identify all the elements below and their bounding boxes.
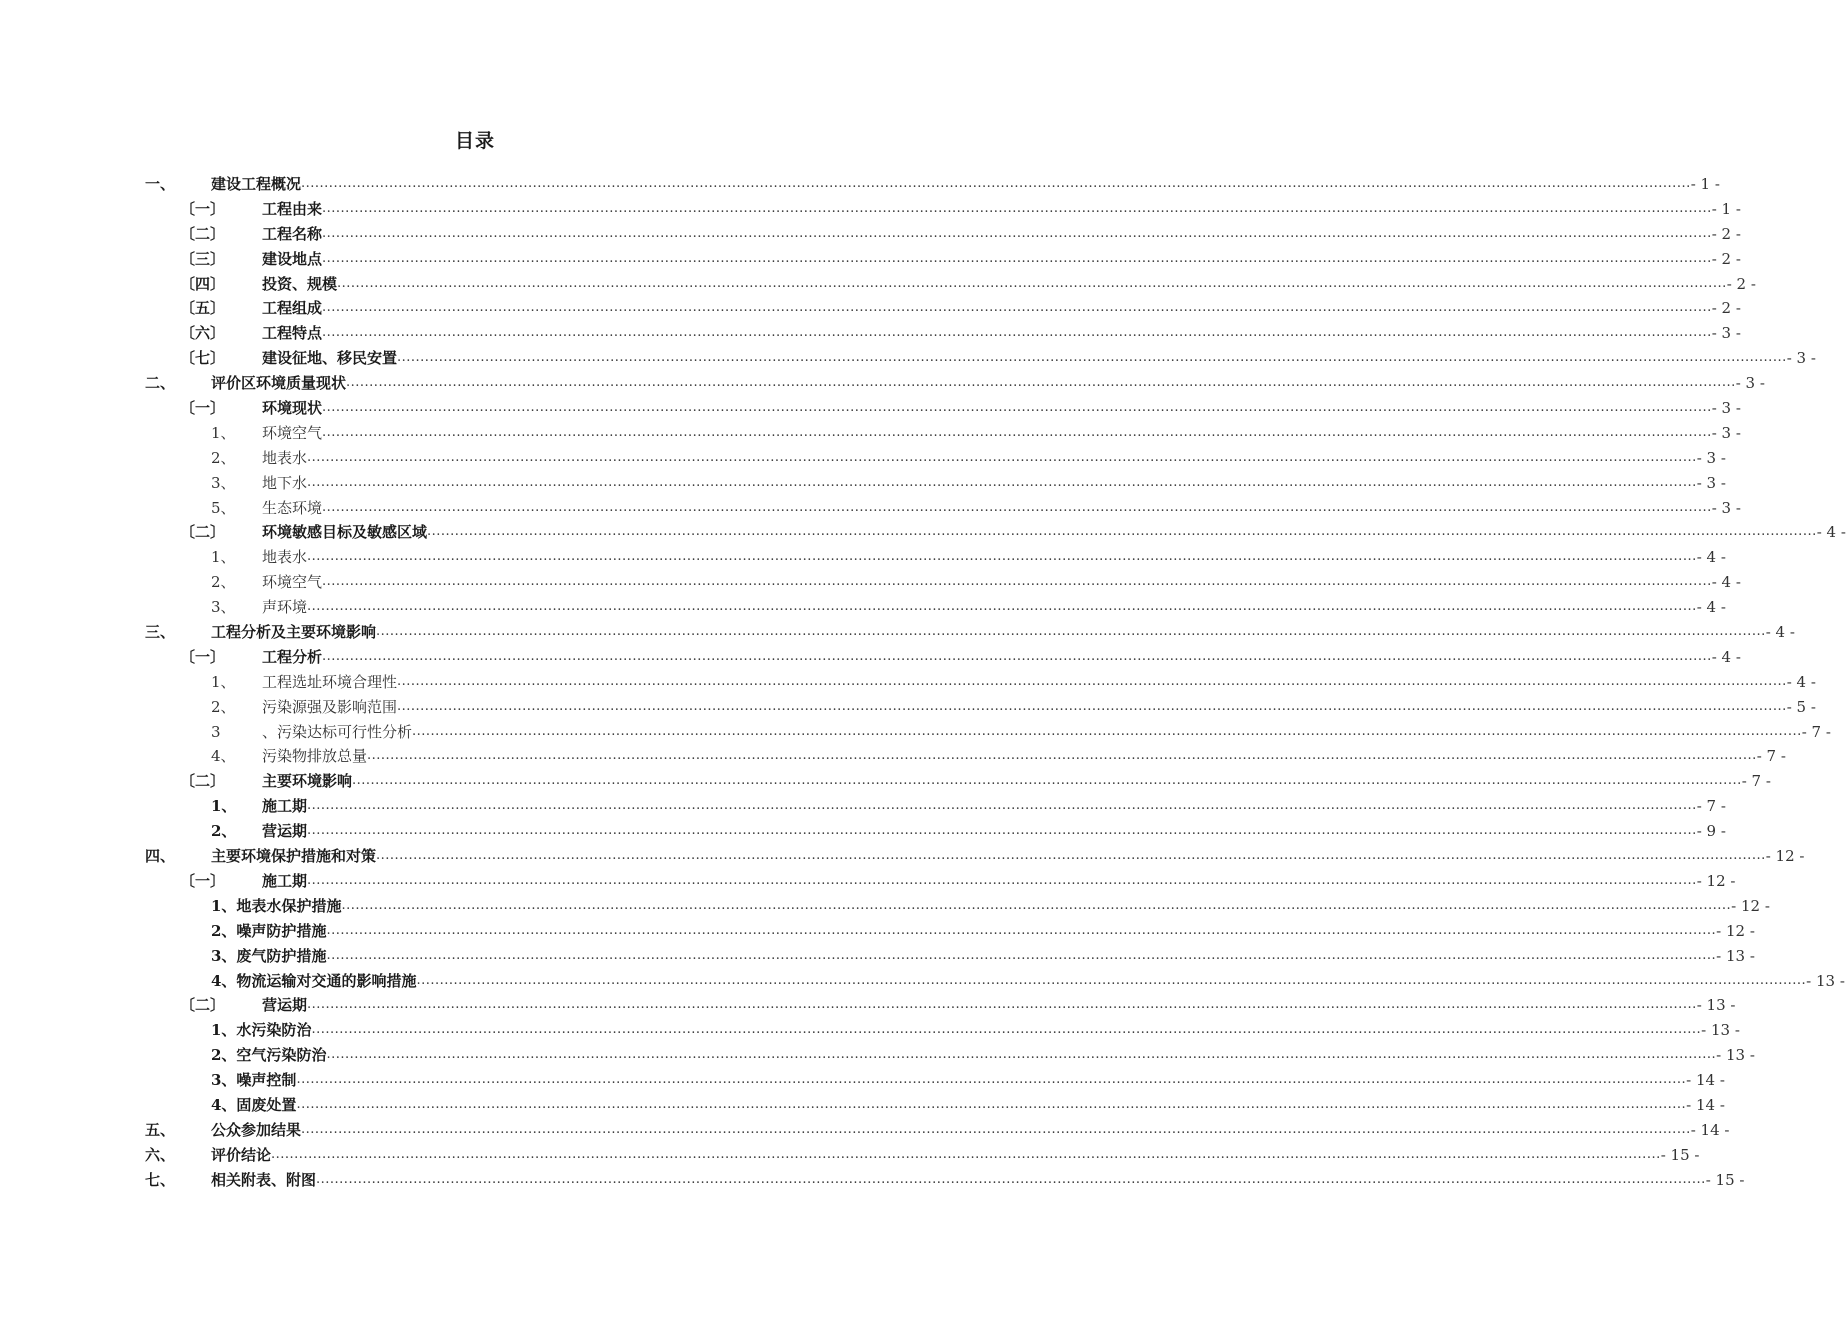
- toc-entry[interactable]: [0, 645, 1741, 670]
- toc-entry-title: 环境空气: [262, 423, 323, 442]
- toc-entry[interactable]: [0, 1143, 1700, 1168]
- toc-entry-page: - 3 -: [1711, 324, 1741, 343]
- toc-leader-dots: ............................................................................................................................................................................................................................................................................................................: [307, 872, 1697, 888]
- toc-entry-page: - 1 -: [1711, 199, 1741, 218]
- toc-leader-dots: ............................................................................................................................................................................................................................................................................................................: [322, 300, 1712, 316]
- toc-leader-dots: ............................................................................................................................................................................................................................................................................................................: [341, 897, 1732, 913]
- toc-entry-page: - 2 -: [1711, 224, 1741, 243]
- toc-leader-dots: ............................................................................................................................................................................................................................................................................................................: [311, 1022, 1702, 1038]
- toc-leader-dots: ............................................................................................................................................................................................................................................................................................................: [322, 499, 1712, 515]
- toc-entry-page: - 2 -: [1711, 249, 1741, 268]
- toc-entry-number: 三、: [145, 623, 176, 642]
- toc-entry-title: 工程特点: [262, 324, 323, 343]
- toc-entry-page: - 7 -: [1696, 797, 1726, 816]
- toc-entry-title: 环境空气: [262, 573, 323, 592]
- toc-entry[interactable]: [0, 296, 1741, 321]
- toc-leader-dots: ............................................................................................................................................................................................................................................................................................................: [322, 325, 1712, 341]
- toc-entry-page: - 4 -: [1786, 672, 1816, 691]
- toc-entry-page: - 1 -: [1690, 175, 1720, 193]
- toc-entry-number: 五、: [145, 1120, 176, 1139]
- toc-entry-page: - 5 -: [1786, 697, 1816, 716]
- toc-entry-title: 施工期: [262, 797, 308, 816]
- toc-leader-dots: ............................................................................................................................................................................................................................................................................................................: [322, 400, 1712, 416]
- toc-entry-page: - 13 -: [1806, 971, 1845, 990]
- toc-entry-title: 工程组成: [262, 299, 323, 318]
- toc-entry-page: - 12 -: [1765, 847, 1805, 866]
- toc-entry[interactable]: [0, 496, 1741, 521]
- toc-entry-page: - 4 -: [1696, 598, 1726, 617]
- toc-entry-number: 〔二〕: [180, 224, 226, 243]
- toc-entry-title: 投资、规模: [262, 274, 338, 293]
- toc-entry[interactable]: [0, 993, 1736, 1018]
- toc-entry-page: - 13 -: [1716, 1046, 1755, 1065]
- toc-entry[interactable]: [0, 595, 1726, 620]
- toc-entry-page: - 3 -: [1711, 498, 1741, 517]
- toc-entry[interactable]: [0, 620, 1795, 645]
- toc-leader-dots: ............................................................................................................................................................................................................................................................................................................: [397, 698, 1787, 714]
- toc-entry[interactable]: [0, 446, 1726, 471]
- toc-entry-number: 一、: [145, 175, 176, 193]
- toc-entry-title: 声环境: [262, 598, 308, 617]
- toc-entry[interactable]: [0, 197, 1741, 222]
- toc-entry-title: 地表水: [262, 448, 308, 467]
- toc-entry-number: 四、: [145, 847, 176, 866]
- toc-entry-number: 六、: [145, 1145, 176, 1164]
- toc-leader-dots: ............................................................................................................................................................................................................................................................................................................: [427, 524, 1817, 540]
- toc-leader-dots: ............................................................................................................................................................................................................................................................................................................: [337, 275, 1727, 291]
- toc-entry-page: - 13 -: [1701, 1021, 1740, 1040]
- toc-entry-title: 、污染达标可行性分析: [262, 722, 413, 741]
- toc-entry-page: - 3 -: [1696, 473, 1726, 492]
- toc-leader-dots: ............................................................................................................................................................................................................................................................................................................: [322, 574, 1712, 590]
- toc-entry-title: 4、物流运输对交通的影响措施: [211, 971, 417, 990]
- toc-title: 目录: [454, 130, 495, 152]
- toc-entry-page: - 15 -: [1660, 1145, 1700, 1164]
- toc-entry-title: 施工期: [262, 871, 308, 890]
- toc-entry[interactable]: [0, 869, 1736, 894]
- toc-entry-page: - 2 -: [1726, 274, 1756, 293]
- toc-entry-title: 1、地表水保护措施: [211, 896, 342, 915]
- toc-leader-dots: ............................................................................................................................................................................................................................................................................................................: [346, 375, 1736, 391]
- toc-entry[interactable]: [0, 1168, 1745, 1193]
- toc-leader-dots: ............................................................................................................................................................................................................................................................................................................: [316, 1171, 1706, 1187]
- toc-entry-title: 工程由来: [262, 199, 323, 218]
- toc-entry[interactable]: [0, 670, 1816, 695]
- toc-leader-dots: ............................................................................................................................................................................................................................................................................................................: [397, 350, 1787, 366]
- toc-entry[interactable]: [0, 919, 1755, 944]
- toc-entry[interactable]: [0, 744, 1786, 769]
- toc-entry-page: - 14 -: [1686, 1095, 1725, 1114]
- toc-leader-dots: ............................................................................................................................................................................................................................................................................................................: [326, 922, 1717, 938]
- toc-entry[interactable]: [0, 520, 1846, 545]
- toc-entry[interactable]: [0, 272, 1756, 297]
- toc-entry-title: 地下水: [262, 473, 308, 492]
- toc-entry[interactable]: [0, 1118, 1730, 1143]
- toc-leader-dots: ............................................................................................................................................................................................................................................................................................................: [301, 1121, 1691, 1137]
- toc-entry-number: 〔一〕: [180, 399, 226, 418]
- toc-entry-page: - 4 -: [1765, 623, 1795, 642]
- toc-entry-number: 2、: [211, 822, 237, 841]
- toc-leader-dots: ............................................................................................................................................................................................................................................................................................................: [307, 474, 1697, 490]
- toc-entry[interactable]: [0, 471, 1726, 496]
- toc-entry-number: 〔二〕: [180, 523, 226, 542]
- toc-leader-dots: ............................................................................................................................................................................................................................................................................................................: [307, 997, 1697, 1013]
- toc-entry-number: 2、: [211, 448, 236, 467]
- toc-leader-dots: ............................................................................................................................................................................................................................................................................................................: [412, 723, 1802, 739]
- toc-entry-number: 七、: [145, 1170, 176, 1189]
- toc-leader-dots: ............................................................................................................................................................................................................................................................................................................: [301, 176, 1691, 191]
- toc-entry-title: 主要环境保护措施和对策: [211, 847, 377, 866]
- toc-leader-dots: ............................................................................................................................................................................................................................................................................................................: [307, 798, 1697, 814]
- toc-entry-title: 建设地点: [262, 249, 323, 268]
- toc-entry[interactable]: [0, 969, 1845, 994]
- toc-leader-dots: ............................................................................................................................................................................................................................................................................................................: [296, 1072, 1687, 1088]
- toc-leader-dots: ............................................................................................................................................................................................................................................................................................................: [326, 1047, 1717, 1063]
- toc-entry-title: 建设征地、移民安置: [262, 349, 398, 368]
- toc-leader-dots: ............................................................................................................................................................................................................................................................................................................: [307, 599, 1697, 615]
- toc-entry-page: - 4 -: [1711, 573, 1741, 592]
- toc-entry-number: 〔一〕: [180, 647, 226, 666]
- toc-entry-title: 3、噪声控制: [211, 1071, 297, 1090]
- toc-entry-page: - 3 -: [1696, 448, 1726, 467]
- toc-entry-title: 生态环境: [262, 498, 323, 517]
- toc-entry-number: 〔一〕: [180, 871, 226, 890]
- toc-entry-page: - 13 -: [1696, 996, 1736, 1015]
- toc-entry-page: - 3 -: [1711, 423, 1741, 442]
- toc-leader-dots: ............................................................................................................................................................................................................................................................................................................: [322, 250, 1712, 266]
- toc-entry-number: 1、: [211, 548, 236, 567]
- toc-entry-title: 评价区环境质量现状: [211, 374, 347, 393]
- toc-entry-title: 工程分析及主要环境影响: [211, 623, 377, 642]
- toc-entry-page: - 4 -: [1696, 548, 1726, 567]
- toc-entry-number: 〔一〕: [180, 199, 226, 218]
- toc-entry-number: 〔二〕: [180, 996, 226, 1015]
- toc-entry-number: 2、: [211, 573, 236, 592]
- toc-entry-number: 1、: [211, 423, 236, 442]
- toc-leader-dots: ............................................................................................................................................................................................................................................................................................................: [322, 648, 1712, 664]
- toc-entry-number: 2、: [211, 697, 236, 716]
- toc-entry-page: - 12 -: [1731, 896, 1770, 915]
- toc-entry-title: 4、固废处置: [211, 1095, 297, 1114]
- toc-entry-title: 评价结论: [211, 1145, 272, 1164]
- toc-entry[interactable]: [0, 222, 1741, 247]
- toc-entry[interactable]: [0, 570, 1741, 595]
- toc-leader-dots: ............................................................................................................................................................................................................................................................................................................: [307, 449, 1697, 465]
- toc-entry-title: 主要环境影响: [262, 772, 353, 791]
- toc-leader-dots: ............................................................................................................................................................................................................................................................................................................: [416, 972, 1807, 988]
- toc-entry-page: - 4 -: [1711, 647, 1741, 666]
- toc-leader-dots: ............................................................................................................................................................................................................................................................................................................: [296, 1096, 1687, 1112]
- toc-entry-page: - 2 -: [1711, 299, 1741, 318]
- toc-entry-number: 〔二〕: [180, 772, 226, 791]
- table-of-contents: [0, 172, 1846, 1193]
- toc-entry-page: - 14 -: [1686, 1071, 1725, 1090]
- toc-entry-number: 3、: [211, 598, 236, 617]
- toc-entry-title: 2、空气污染防治: [211, 1046, 327, 1065]
- toc-entry[interactable]: [0, 695, 1816, 720]
- toc-entry-number: 〔六〕: [180, 324, 226, 343]
- toc-entry-number: 二、: [145, 374, 176, 393]
- toc-leader-dots: ............................................................................................................................................................................................................................................................................................................: [326, 947, 1717, 963]
- toc-leader-dots: ............................................................................................................................................................................................................................................................................................................: [271, 1146, 1661, 1162]
- toc-entry-page: - 12 -: [1696, 871, 1736, 890]
- toc-entry-number: 〔三〕: [180, 249, 226, 268]
- toc-entry-number: 3、: [211, 473, 236, 492]
- toc-entry[interactable]: [0, 1093, 1725, 1118]
- toc-entry-title: 营运期: [262, 996, 308, 1015]
- toc-entry-title: 工程选址环境合理性: [262, 672, 398, 691]
- toc-entry[interactable]: [0, 819, 1726, 844]
- toc-entry-title: 公众参加结果: [211, 1120, 302, 1139]
- toc-leader-dots: ............................................................................................................................................................................................................................................................................................................: [322, 200, 1712, 216]
- toc-entry-title: 工程分析: [262, 647, 323, 666]
- toc-entry-page: - 14 -: [1690, 1120, 1730, 1139]
- toc-entry-title: 2、噪声防护措施: [211, 921, 327, 940]
- toc-leader-dots: ............................................................................................................................................................................................................................................................................................................: [307, 549, 1697, 565]
- toc-leader-dots: ............................................................................................................................................................................................................................................................................................................: [367, 748, 1757, 764]
- toc-leader-dots: ............................................................................................................................................................................................................................................................................................................: [376, 624, 1766, 640]
- toc-entry[interactable]: [0, 1068, 1725, 1093]
- toc-entry[interactable]: [0, 844, 1805, 869]
- toc-entry-title: 工程名称: [262, 224, 323, 243]
- toc-entry[interactable]: [0, 371, 1765, 396]
- toc-leader-dots: ............................................................................................................................................................................................................................................................................................................: [352, 773, 1742, 789]
- toc-entry-page: - 15 -: [1705, 1170, 1745, 1189]
- toc-entry-page: - 4 -: [1816, 523, 1846, 542]
- toc-entry[interactable]: [0, 172, 1720, 197]
- toc-entry-number: 〔七〕: [180, 349, 226, 368]
- toc-entry[interactable]: [0, 321, 1741, 346]
- toc-entry-title: 相关附表、附图: [211, 1170, 317, 1189]
- toc-entry-title: 建设工程概况: [211, 175, 302, 193]
- toc-entry-title: 污染物排放总量: [262, 747, 368, 766]
- toc-leader-dots: ............................................................................................................................................................................................................................................................................................................: [376, 848, 1766, 864]
- toc-entry[interactable]: [0, 1018, 1740, 1043]
- toc-entry[interactable]: [0, 894, 1770, 919]
- toc-leader-dots: ............................................................................................................................................................................................................................................................................................................: [397, 673, 1787, 689]
- toc-entry[interactable]: [0, 944, 1755, 969]
- toc-entry[interactable]: [0, 396, 1741, 421]
- toc-leader-dots: ............................................................................................................................................................................................................................................................................................................: [307, 823, 1697, 839]
- toc-entry-number: 1、: [211, 797, 237, 816]
- toc-entry-title: 地表水: [262, 548, 308, 567]
- toc-entry-title: 3、废气防护措施: [211, 946, 327, 965]
- toc-entry-title: 污染源强及影响范围: [262, 697, 398, 716]
- toc-leader-dots: ............................................................................................................................................................................................................................................................................................................: [322, 225, 1712, 241]
- toc-entry-page: - 7 -: [1756, 747, 1786, 766]
- toc-entry-number: 3: [211, 722, 221, 741]
- toc-entry[interactable]: [0, 769, 1771, 794]
- toc-entry-page: - 7 -: [1801, 722, 1831, 741]
- toc-entry[interactable]: [0, 720, 1831, 745]
- toc-entry[interactable]: [0, 346, 1816, 371]
- toc-entry-page: - 3 -: [1735, 374, 1765, 393]
- toc-entry[interactable]: [0, 794, 1726, 819]
- toc-entry-title: 营运期: [262, 822, 308, 841]
- toc-entry-page: - 7 -: [1741, 772, 1771, 791]
- toc-entry[interactable]: [0, 247, 1741, 272]
- toc-entry-page: - 9 -: [1696, 822, 1726, 841]
- toc-entry-page: - 3 -: [1786, 349, 1816, 368]
- toc-entry-number: 4、: [211, 747, 236, 766]
- toc-entry-title: 环境敏感目标及敏感区域: [262, 523, 428, 542]
- toc-entry-page: - 12 -: [1716, 921, 1755, 940]
- toc-entry-number: 1、: [211, 672, 236, 691]
- toc-entry-title: 环境现状: [262, 399, 323, 418]
- toc-leader-dots: ............................................................................................................................................................................................................................................................................................................: [322, 424, 1712, 440]
- toc-entry-number: 〔四〕: [180, 274, 226, 293]
- toc-entry[interactable]: [0, 421, 1741, 446]
- toc-entry[interactable]: [0, 545, 1726, 570]
- toc-entry-title: 1、水污染防治: [211, 1021, 312, 1040]
- toc-entry[interactable]: [0, 1043, 1755, 1068]
- toc-entry-number: 〔五〕: [180, 299, 226, 318]
- toc-entry-number: 5、: [211, 498, 236, 517]
- toc-entry-page: - 13 -: [1716, 946, 1755, 965]
- toc-entry-page: - 3 -: [1711, 399, 1741, 418]
